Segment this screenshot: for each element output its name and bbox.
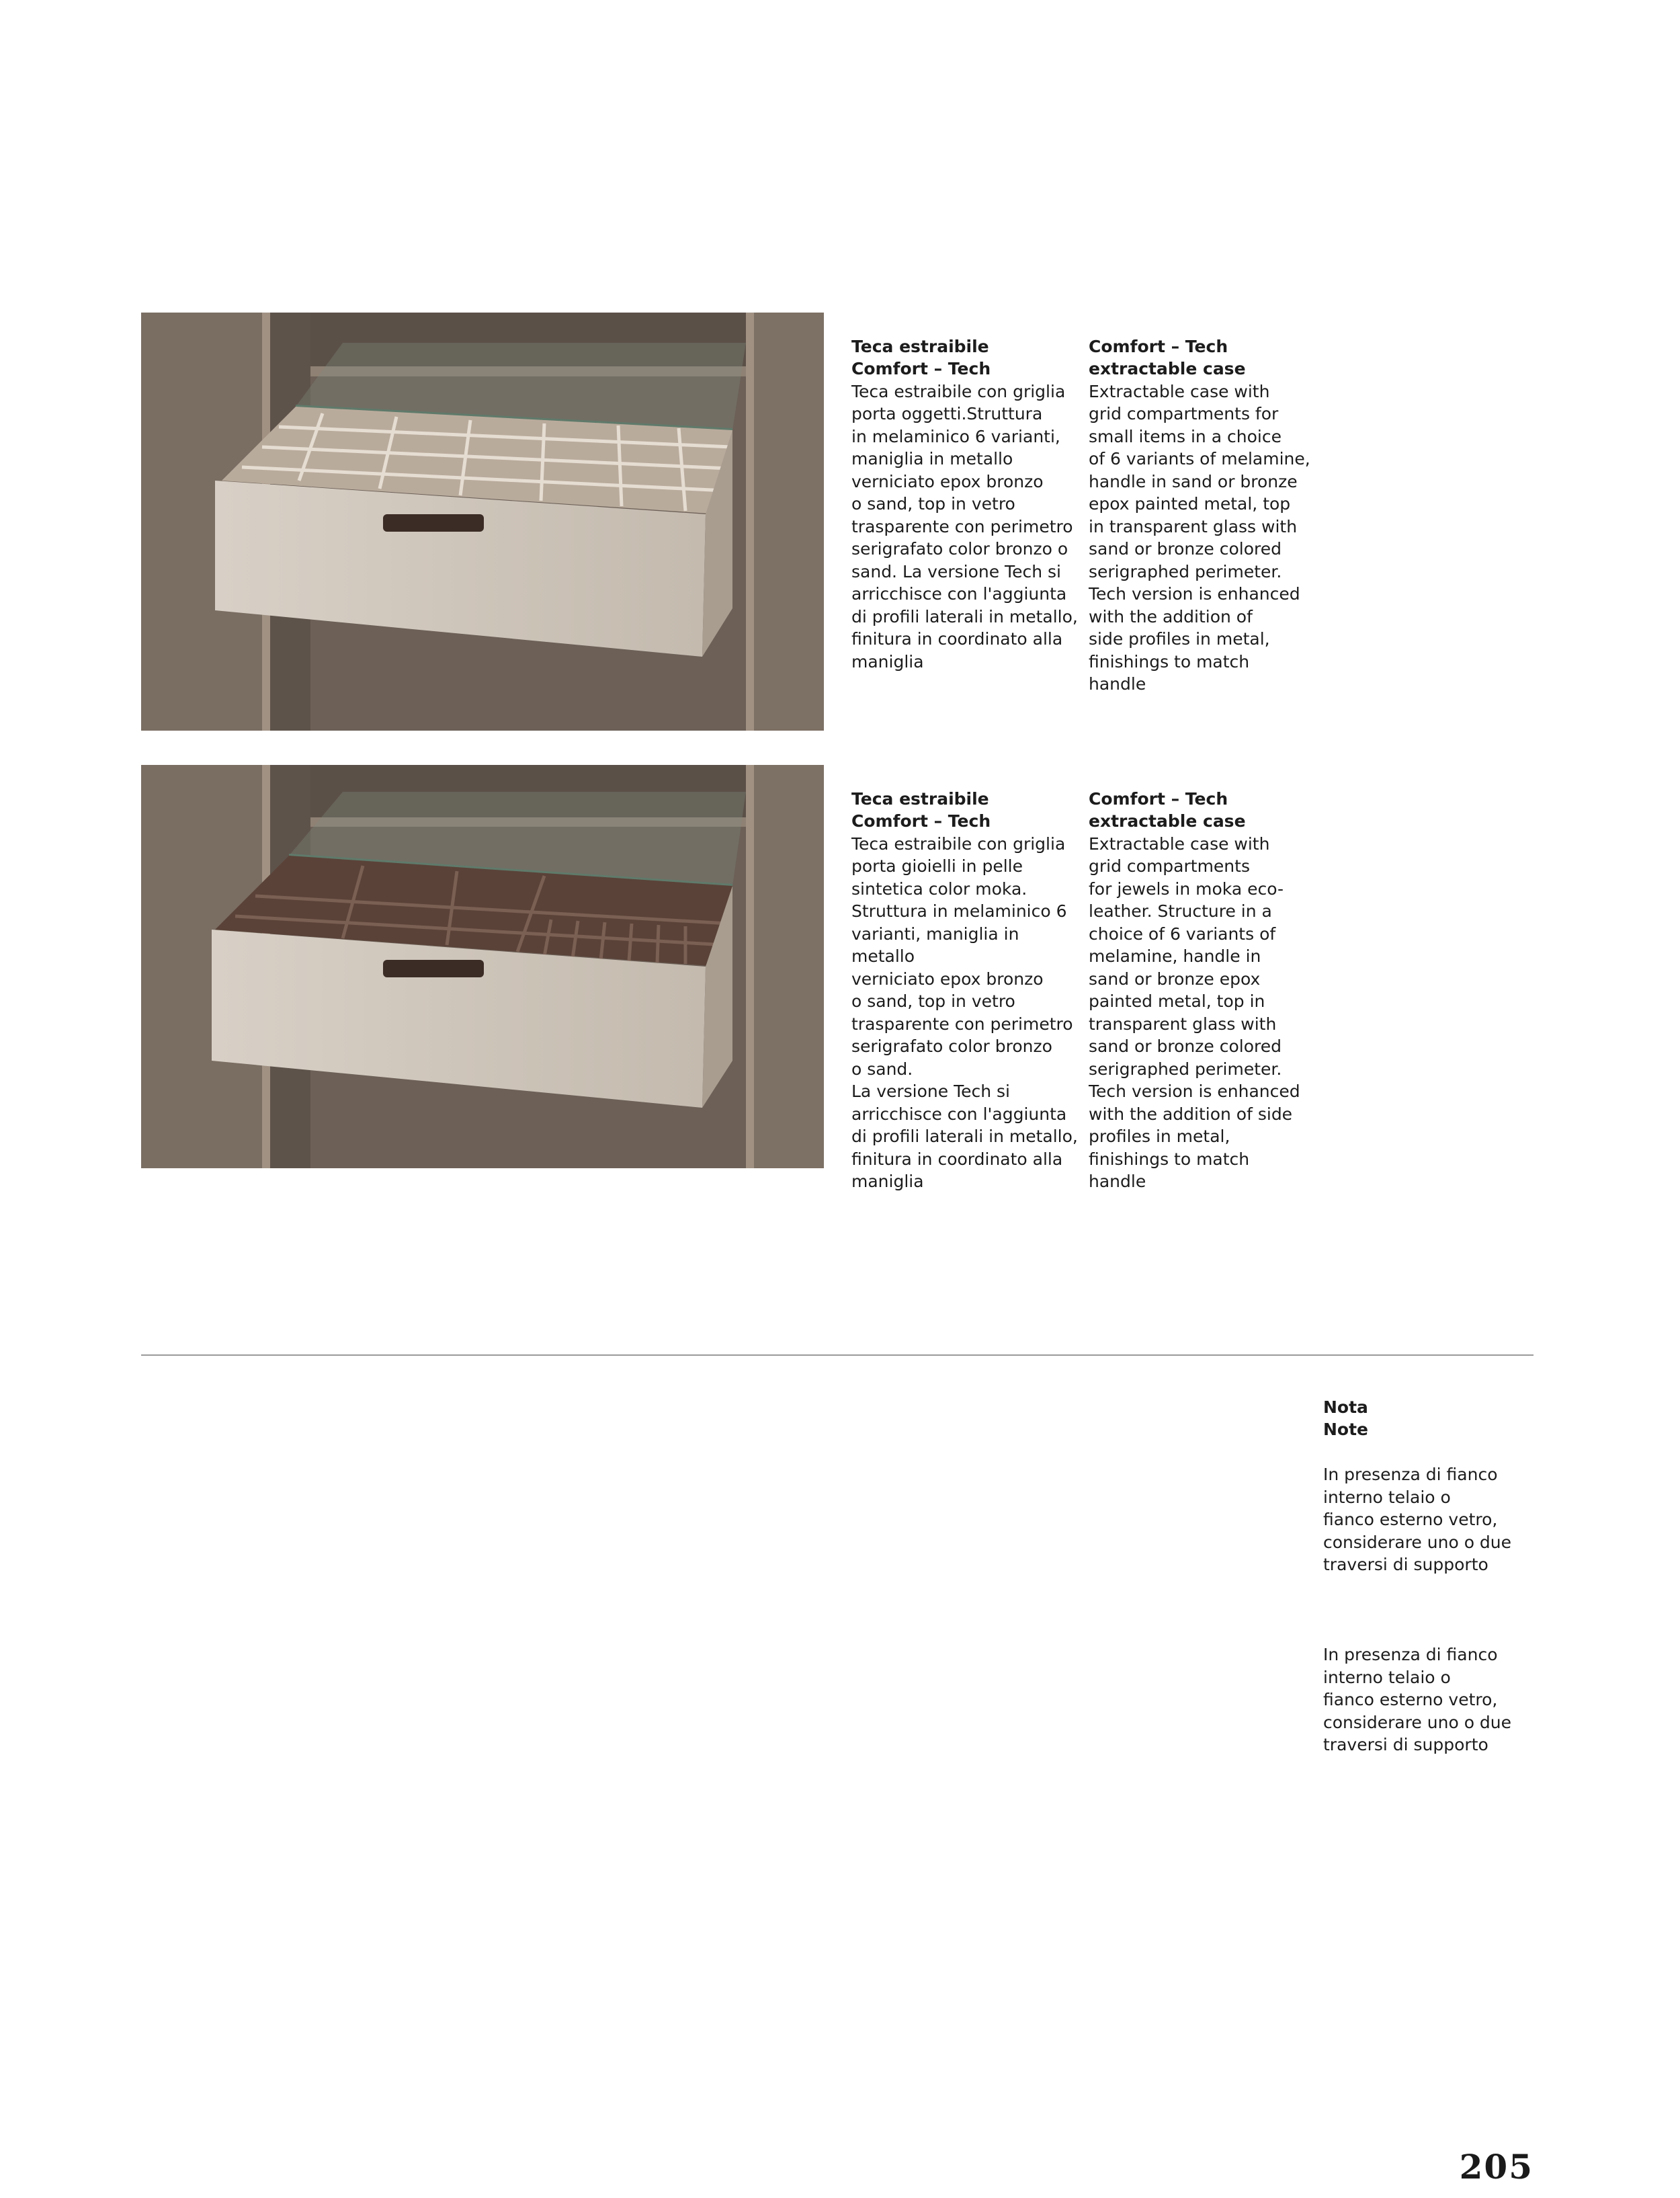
note-block: [1323, 1373, 1545, 1779]
product-title-italian: Teca estraibile Comfort – Tech: [851, 336, 991, 378]
product-body-english: Extractable case with grid compartments for jewels in moka eco- leather. Structure in a choice of 6 variants of melamine, handle in sand or bronze epox painted metal, top in transparent glass with sand or bronze colored serigraphed perimeter. Tech version is enhanced with the addition of side profiles in metal, finishings to match handle: [1089, 833, 1300, 1191]
product-body-italian: Teca estraibile con griglia porta oggetti.Struttura in melaminico 6 varianti, maniglia in metallo verniciato epox bronzo o sand, top in vetro trasparente con perimetro serigrafato color bronzo o sand. La versione Tech si arricchisce con l'aggiunta di profili laterali in metallo, finitura in coordinato alla maniglia: [851, 381, 1078, 671]
note-title: Nota Note: [1323, 1397, 1369, 1439]
note-paragraph: In presenza di fianco interno telaio o fianco esterno vetro, considerare uno o due traversi di supporto: [1323, 1465, 1512, 1574]
description-italian: [851, 313, 1083, 673]
product-photo-object-case: [141, 313, 824, 731]
product-body-italian: Teca estraibile con griglia porta gioielli in pelle sintetica color moka. Struttura in melaminico 6 varianti, maniglia in metallo verniciato epox bronzo o sand, top in vetro trasparente con perimetro serigrafato color bronzo o sand. La versione Tech si arricchisce con l'aggiunta di profili laterali in metallo, finitura in coordinato alla maniglia: [851, 833, 1078, 1191]
product-title-english: Comfort – Tech extractable case: [1089, 336, 1246, 378]
product-photo-jewel-case: [141, 765, 824, 1168]
description-italian: [851, 765, 1083, 1193]
drawer-illustration: [141, 765, 824, 1168]
section-divider: [141, 1354, 1534, 1356]
product-title-italian: Teca estraibile Comfort – Tech: [851, 788, 991, 831]
description-english: [1089, 313, 1317, 696]
drawer-illustration: [141, 313, 824, 731]
product-body-english: Extractable case with grid compartments for small items in a choice of 6 variants of melamine, handle in sand or bronze epox painted metal, top in transparent glass with sand or bronze colored serigraphed perimeter. Tech version is enhanced with the addition of side profiles in metal, finishings to match handle: [1089, 381, 1310, 694]
note-spacer: [1323, 1598, 1545, 1621]
page-number: 205: [1459, 2147, 1534, 2187]
product-title-english: Comfort – Tech extractable case: [1089, 788, 1246, 831]
note-paragraph: In presenza di fianco interno telaio o fianco esterno vetro, considerare uno o due traversi di supporto: [1323, 1645, 1512, 1754]
description-english: [1089, 765, 1317, 1193]
